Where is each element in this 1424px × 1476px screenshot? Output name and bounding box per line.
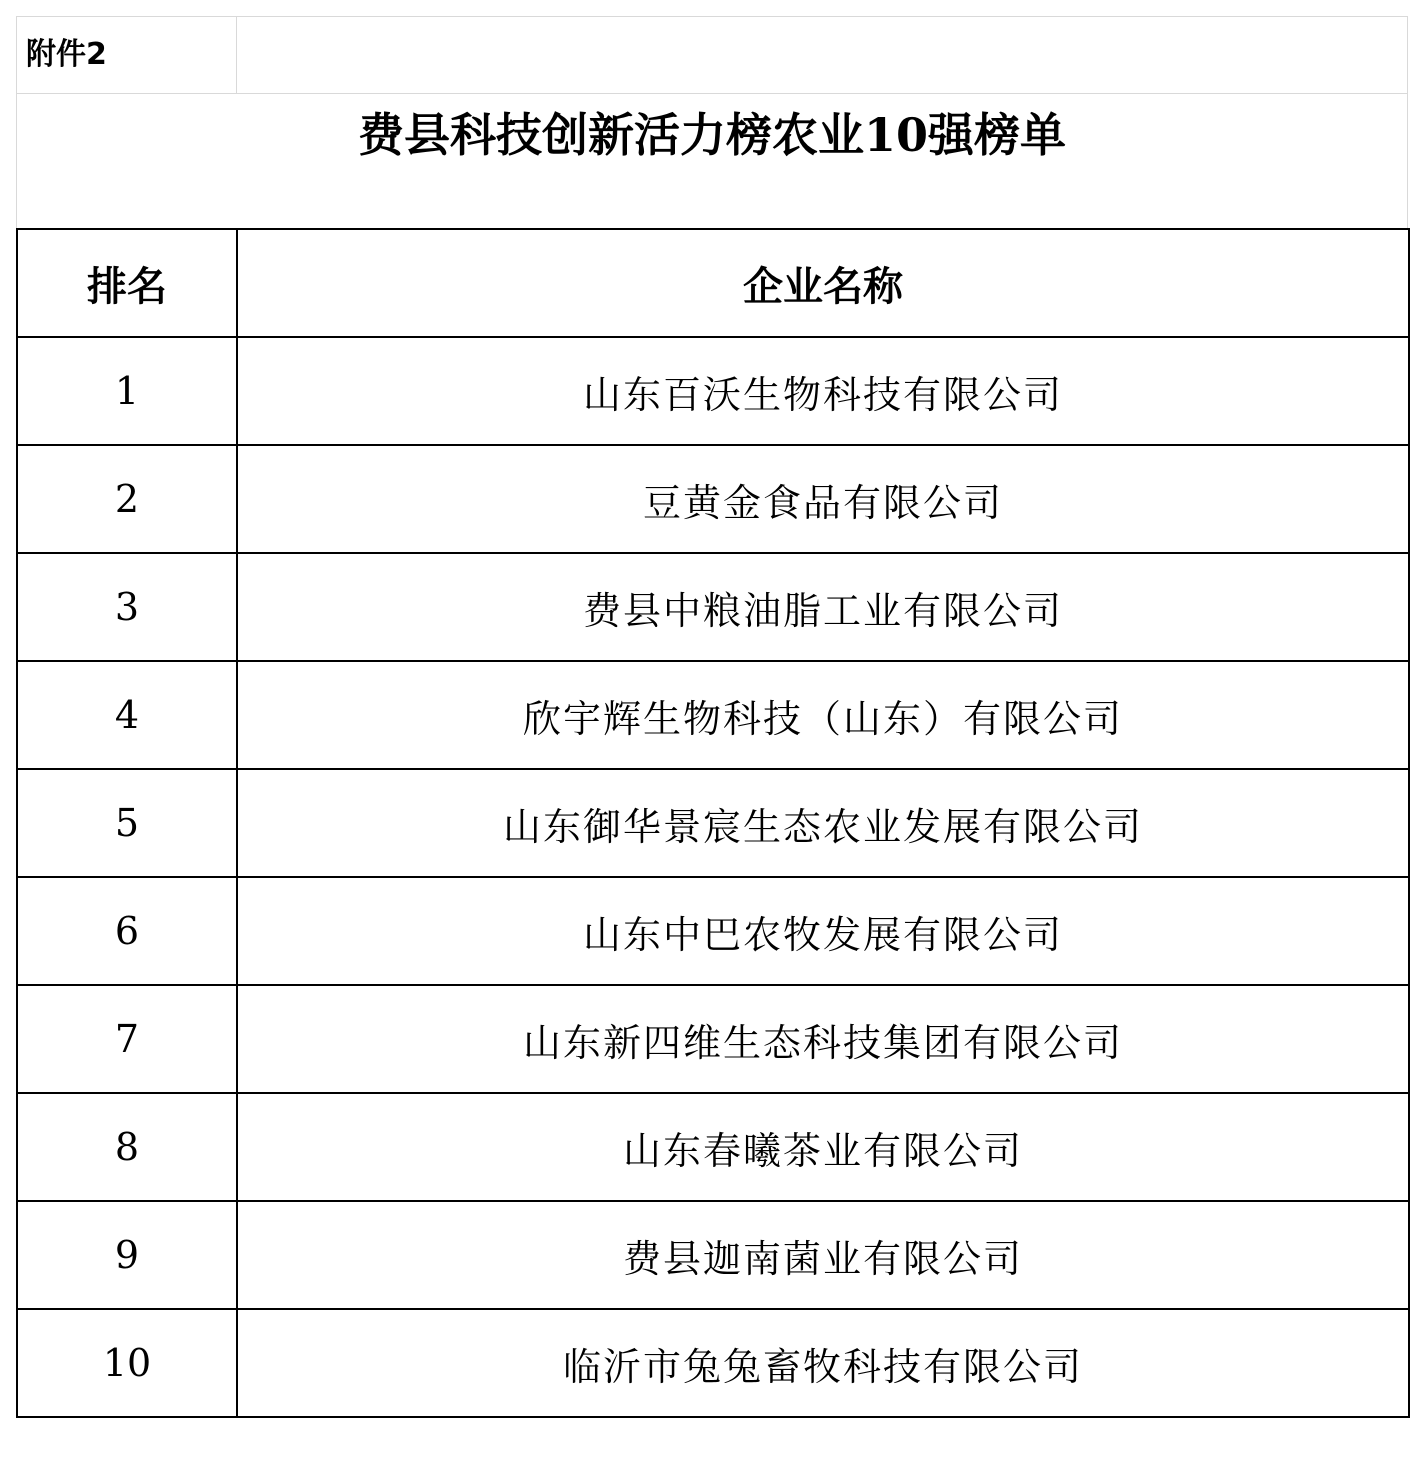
table-row: [17, 1093, 1409, 1201]
table-row: [17, 445, 1409, 553]
rank-cell: 5: [17, 769, 237, 877]
table-row: [17, 877, 1409, 985]
header-row: [17, 17, 1407, 94]
table-row: [17, 769, 1409, 877]
rank-cell: 1: [17, 337, 237, 445]
rank-cell: 10: [17, 1309, 237, 1417]
ranking-table: [16, 228, 1410, 1418]
table-row: [17, 337, 1409, 445]
company-name-cell: 山东中巴农牧发展有限公司: [237, 877, 1409, 985]
attachment-label: 附件2: [26, 37, 107, 72]
company-name-cell: 豆黄金食品有限公司: [237, 445, 1409, 553]
rank-cell: 4: [17, 661, 237, 769]
table-header-row: [17, 229, 1409, 337]
company-name-cell: 费县迦南菌业有限公司: [237, 1201, 1409, 1309]
rank-cell: 6: [17, 877, 237, 985]
company-name-cell: 临沂市兔兔畜牧科技有限公司: [237, 1309, 1409, 1417]
table-row: [17, 661, 1409, 769]
attachment-cell: [17, 17, 237, 93]
rank-cell: 2: [17, 445, 237, 553]
company-name-cell: 山东百沃生物科技有限公司: [237, 337, 1409, 445]
table-row: [17, 985, 1409, 1093]
page-title: 费县科技创新活力榜农业10强榜单: [357, 108, 1066, 162]
document-header: [16, 16, 1408, 228]
rank-cell: 9: [17, 1201, 237, 1309]
document-sheet: [16, 16, 1408, 1389]
table-row: [17, 553, 1409, 661]
company-name-cell: 山东新四维生态科技集团有限公司: [237, 985, 1409, 1093]
company-name-cell: 欣宇辉生物科技（山东）有限公司: [237, 661, 1409, 769]
table-row: [17, 1201, 1409, 1309]
rank-cell: 8: [17, 1093, 237, 1201]
company-column-header: 企业名称: [237, 229, 1409, 337]
rank-cell: 7: [17, 985, 237, 1093]
table-row: [17, 1309, 1409, 1417]
company-name-cell: 山东春曦茶业有限公司: [237, 1093, 1409, 1201]
rank-column-header: 排名: [17, 229, 237, 337]
rank-cell: 3: [17, 553, 237, 661]
company-name-cell: 费县中粮油脂工业有限公司: [237, 553, 1409, 661]
company-name-cell: 山东御华景宸生态农业发展有限公司: [237, 769, 1409, 877]
